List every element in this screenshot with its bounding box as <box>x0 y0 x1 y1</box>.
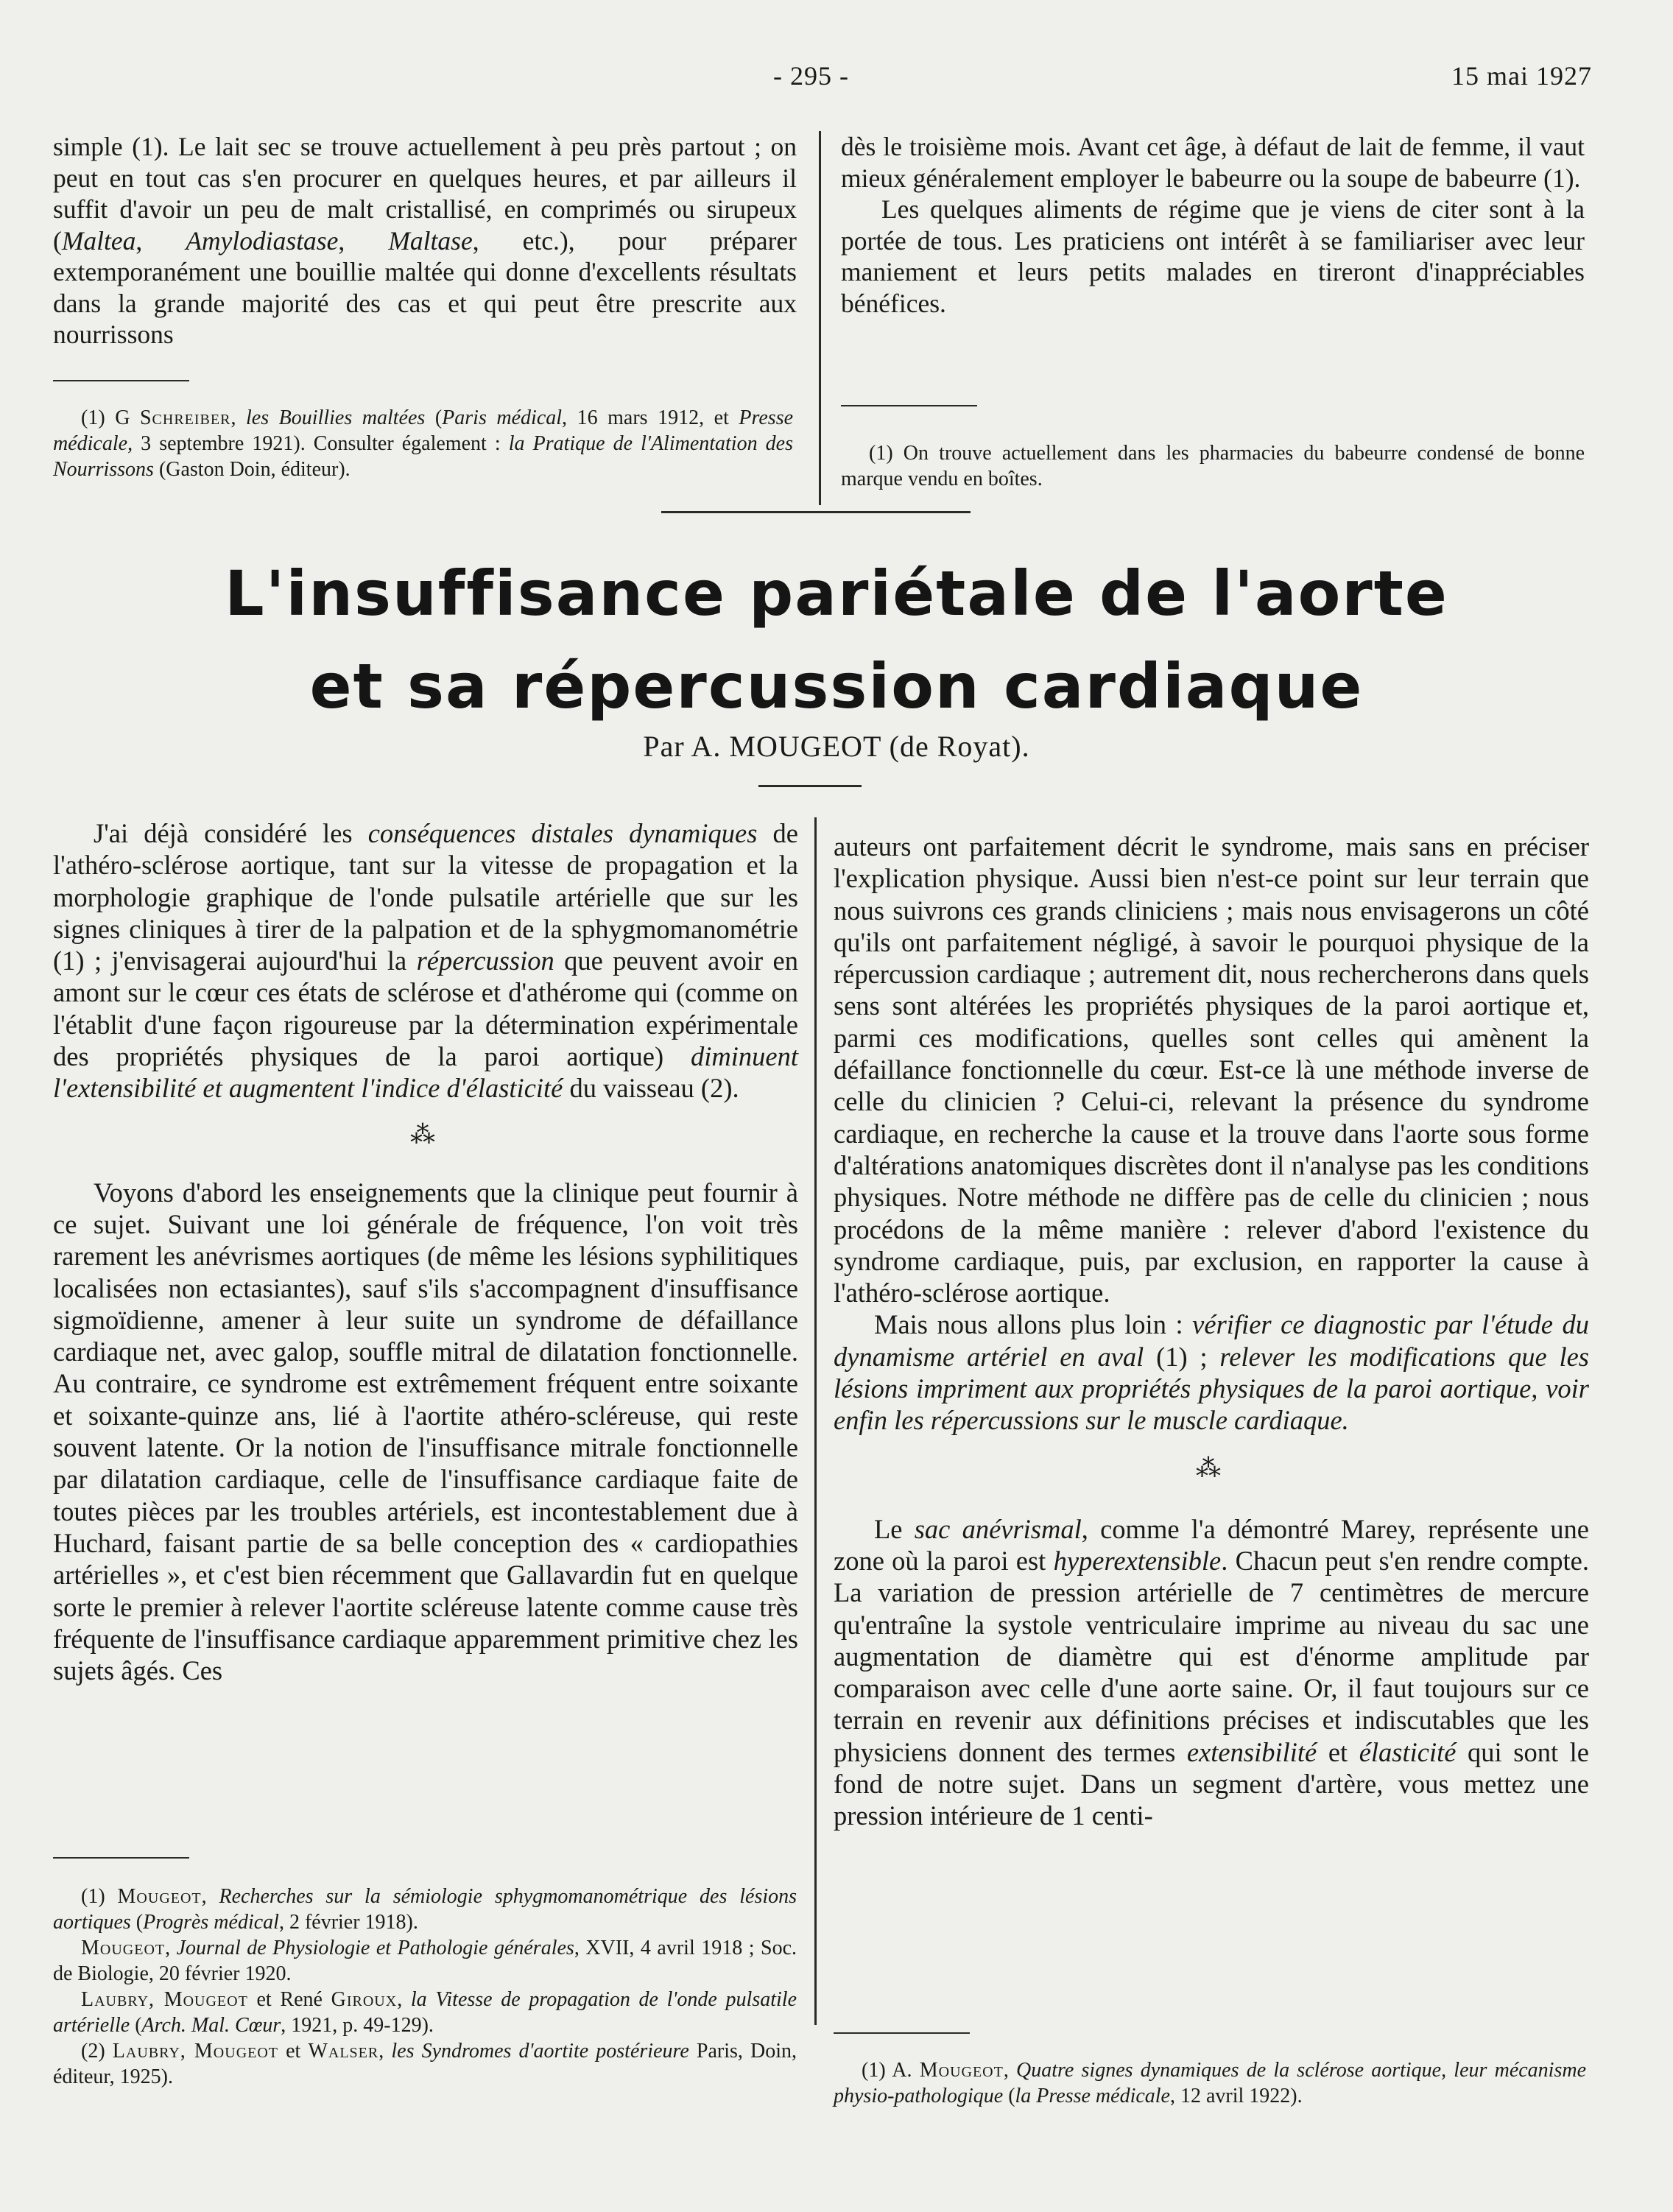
product-name: Maltase <box>388 225 473 256</box>
text-run: , etc.), pour préparer extemporanément une bouillie maltée qui donne d'excellents résultats dans la grande majorité des cas et qui peut être prescrite aux nourrissons <box>53 225 797 349</box>
text-run: du vaisseau (2). <box>563 1073 739 1104</box>
text-run: simple (1). Le lait sec se trouve actuellement à peu près partout ; on peut en tout cas s'en procurer en quelques heures, et par ailleurs il suffit d'avoir un peu de malt cristallisé, en comprimés ou sirupeux ( <box>53 132 797 256</box>
footnote-author: Mougeot <box>919 2059 1004 2082</box>
left-paragraph-2: Voyons d'abord les enseignements que la clinique peut fournir à ce sujet. Suivant une loi générale de fréquence, l'on voit très rarement les anévrismes aortiques (de même les lésions syphilitiques localisées non ectasiantes), sauf s'ils s'accompagnent d'insuffisance sigmoïdienne, amener à leur suite un syndrome de défaillance cardiaque net, avec galop, souffle mitral de dilatation fonctionnelle. Au contraire, ce syndrome est extrêmement fréquent entre soixante et soixante-quinze ans, lié à l'aortite athéro-scléreuse, qui reste souvent latente. Or la notion de l'insuffisance mitrale fonctionnelle par dilatation cardiaque, celle de l'insuffisance cardiaque faite de toutes pièces par les troubles artériels, est incontestablement due à Huchard, faisant partie de sa belle conception des « cardiopathies artérielles », et c'est bien récemment que Gallavardin fut en quelque sorte le premier à relever l'aortite scléreuse latente comme cause très fréquente de l'insuffisance cardiaque apparemment primitive chez les sujets âgés. Ces <box>53 1177 798 1686</box>
top-right-footnote <box>841 440 1585 492</box>
top-left-footnote <box>53 405 793 482</box>
footnote-number: (1) A. <box>862 2059 912 2082</box>
footnote-text: (1) On trouve actuellement dans les pharmacies du babeurre condensé de bonne marque vendu en boîtes. <box>841 442 1585 490</box>
emphasis: sac anévrismal <box>914 1513 1082 1544</box>
footnote-1 <box>53 1884 797 1935</box>
section-rule <box>661 511 971 513</box>
footnote-number: (2) <box>81 2040 105 2063</box>
text-run: , <box>165 1937 177 1959</box>
top-right-paragraph-2: Les quelques aliments de régime que je viens de citer sont à la portée de tous. Les praticiens ont intérêt à se familiariser avec leur maniement et leurs petits malades en tireront d'inappréciables bénéfices. <box>841 194 1585 318</box>
emphasis: hyperextensible <box>1053 1545 1222 1576</box>
text-run: et René <box>247 1988 331 2011</box>
emphasis: extensibilité <box>1186 1736 1317 1767</box>
text-run: ( <box>130 2014 142 2037</box>
footnote-rule <box>53 380 189 381</box>
text-run: (Gaston Doin, éditeur). <box>153 458 351 481</box>
article-title-line-2: et sa répercussion cardiaque <box>309 650 1364 722</box>
column-divider <box>814 817 817 2025</box>
text-run: , <box>338 225 389 256</box>
footnote-author: Laubry, Mougeot <box>81 1988 248 2011</box>
product-name: Maltea <box>61 225 136 256</box>
text-run: , <box>378 2040 392 2063</box>
footnote-author: Mougeot <box>117 1885 202 1908</box>
right-paragraph-1: auteurs ont parfaitement décrit le syndrome, mais sans en préciser l'explication physique. Aussi bien n'est-ce point sur leur terrain que nous suivrons ces grands cliniciens ; mais nous envisagerons un côté qu'ils ont parfaitement négligé, à savoir le pourquoi physique de la répercussion cardiaque ; autrement dit, nous rechercherons dans quels sens sont altérées les propriétés physiques de la paroi aortique et, parmi ces modifications, quelles sont celles qui amènent la défaillance fonctionnelle du cœur. Est-ce là une méthode inverse de celle du clinicien ? Celui-ci, relevant la présence du syndrome cardiaque, en recherche la cause et la trouve dans l'aorte sous forme d'altérations anatomiques discrètes dont il n'analyse pas les conditions physiques. Notre méthode ne diffère pas de celle du clinicien ; nous procédons de la même manière : relever d'abord l'existence du syndrome cardiaque, puis, par exclusion, en rapporter la cause à l'athéro-sclérose aortique. <box>834 831 1589 1308</box>
article-title-line-1: L'insuffisance pariétale de l'aorte <box>225 557 1448 630</box>
footnote-rule <box>834 2032 970 2034</box>
footnote-author: Walser <box>308 2040 379 2063</box>
text-run: J'ai déjà considéré les <box>94 818 368 848</box>
right-paragraph-3 <box>834 1513 1589 1832</box>
page-header <box>0 60 1673 105</box>
emphasis: conséquences distales dynamiques <box>367 818 758 848</box>
text-run: que peuvent avoir en amont sur le cœur ces états de sclérose et d'athérome qui (comme on l'établit d'une façon rigoureuse par la détermination expérimentale des propriétés physiques de la paroi aortique) <box>53 945 798 1072</box>
footnote-1c <box>53 1987 797 2038</box>
text-run: Paris médical <box>442 406 563 429</box>
left-paragraph-1 <box>53 817 798 1105</box>
section-separator: ⁂ <box>1196 1454 1227 1482</box>
text-run: , 2 février 1918). <box>278 1911 418 1934</box>
text-run: Quatre signes dynamiques de la sclérose aortique, leur mécanisme physio-pathologique <box>834 2059 1587 2107</box>
text-run: les Syndromes d'aortite postérieure <box>391 2040 689 2063</box>
text-run: Le <box>874 1513 915 1544</box>
top-left-column <box>53 131 797 351</box>
article-byline: Par A. MOUGEOT (de Royat). <box>643 730 1030 763</box>
text-run: la Pratique de l'Alimentation des Nourrissons <box>53 432 793 481</box>
left-footnotes <box>53 1884 797 2090</box>
footnote-number: (1) <box>81 1885 105 1908</box>
right-paragraph-2 <box>834 1308 1589 1436</box>
emphasis: diminuent l'extensibilité et augmentent l'indice d'élasticité <box>53 1041 798 1104</box>
main-left-column <box>53 817 798 1686</box>
footnote-2 <box>53 2038 797 2090</box>
top-right-column <box>841 131 1585 319</box>
text-run: qui sont le fond de notre sujet. Dans un segment d'artère, vous mettez une pression intérieure de 1 centi- <box>834 1736 1589 1831</box>
right-footnote <box>834 2057 1586 2109</box>
text-run: la Vitesse de propagation de l'onde pulsatile artérielle <box>53 1988 797 2037</box>
text-run: , <box>397 1988 411 2011</box>
footnote-rule <box>53 1857 189 1859</box>
text-run: et <box>278 2040 309 2063</box>
text-run: , 1921, p. 49-129). <box>281 2014 434 2037</box>
text-run: Paris, Doin, éditeur, 1925). <box>53 2040 797 2088</box>
text-run: Journal de Physiologie et Pathologie générales <box>176 1937 574 1959</box>
text-run: . Chacun peut s'en rendre compte. La variation de pression artérielle de 7 centimètres de mercure qu'entraîne la systole ventriculaire imprime au niveau du sac une augmentation de diamètre qui est d'énorme amplitude par comparaison avec celle d'une aorte saine. Or, il faut toujours sur ce terrain en revenir aux définitions précises et indiscutables que les physiciens donnent des termes <box>834 1545 1589 1767</box>
footnote-author: Laubry, Mougeot <box>112 2040 279 2063</box>
text-run: , <box>1003 2059 1017 2082</box>
footnote-1b <box>53 1935 797 1987</box>
text-run: , <box>201 1885 219 1908</box>
byline-rule <box>758 785 862 787</box>
text-run: , 16 mars 1912, et <box>562 406 739 429</box>
footnote-author: Giroux <box>331 1988 398 2011</box>
text-run: , <box>230 406 247 429</box>
text-run: ( <box>425 406 443 429</box>
footnote-author: Schreiber <box>139 406 231 429</box>
text-run: , 3 septembre 1921). Consulter également : <box>127 432 509 455</box>
text-run: (1) ; <box>1144 1341 1220 1372</box>
footnote-number: (1) G <box>81 406 130 429</box>
emphasis: répercussion <box>416 945 554 976</box>
text-run: , comme l'a démontré Marey, représente une zone où la paroi est <box>834 1513 1589 1576</box>
text-run: Recherches sur la sémiologie sphygmomanométrique des lésions aortiques <box>53 1885 797 1934</box>
text-run: Progrès médical <box>143 1911 279 1934</box>
text-run: , XVII, 4 avril 1918 ; Soc. de Biologie, 20 février 1920. <box>53 1937 797 1985</box>
top-left-paragraph <box>53 131 797 351</box>
column-divider <box>819 131 821 505</box>
page-number: - 295 - <box>773 61 849 91</box>
text-run: les Bouillies maltées <box>246 406 426 429</box>
text-run: , <box>135 225 186 256</box>
top-right-paragraph-1: dès le troisième mois. Avant cet âge, à défaut de lait de femme, il vaut mieux généralement employer le babeurre ou la soupe de babeurre (1). <box>841 132 1585 193</box>
emphasis: élasticité <box>1359 1736 1457 1767</box>
issue-date: 15 mai 1927 <box>1451 61 1592 91</box>
text-run: ( <box>1003 2085 1015 2107</box>
product-name: Amylodiastase <box>186 225 339 256</box>
text-run: et <box>1317 1736 1359 1767</box>
text-run: Arch. Mal. Cœur <box>141 2014 281 2037</box>
emphasis: vérifier ce diagnostic par l'étude du dynamisme artériel en aval <box>834 1309 1589 1372</box>
text-run: , 12 avril 1922). <box>1169 2085 1303 2107</box>
footnote-author: Mougeot <box>81 1937 166 1959</box>
section-separator: ⁂ <box>410 1121 441 1149</box>
text-run: Presse médicale <box>53 406 794 455</box>
footnote-rule <box>841 405 977 406</box>
emphasis: relever les modifications que les lésions impriment aux propriétés physiques de la paroi aortique, voir enfin les répercussions sur le muscle cardiaque. <box>834 1341 1589 1436</box>
text-run: Mais nous allons plus loin : <box>874 1309 1193 1340</box>
text-run: ( <box>130 1911 144 1934</box>
text-run: de l'athéro-sclérose aortique, tant sur la vitesse de propagation et la morphologie graphique de l'onde pulsatile artérielle que sur les signes cliniques à tirer de la palpation et de la sphygmomanométrie (1) ; j'envisagerai aujourd'hui la <box>53 818 798 976</box>
text-run: la Presse médicale <box>1015 2085 1170 2107</box>
main-right-column <box>834 831 1589 1832</box>
